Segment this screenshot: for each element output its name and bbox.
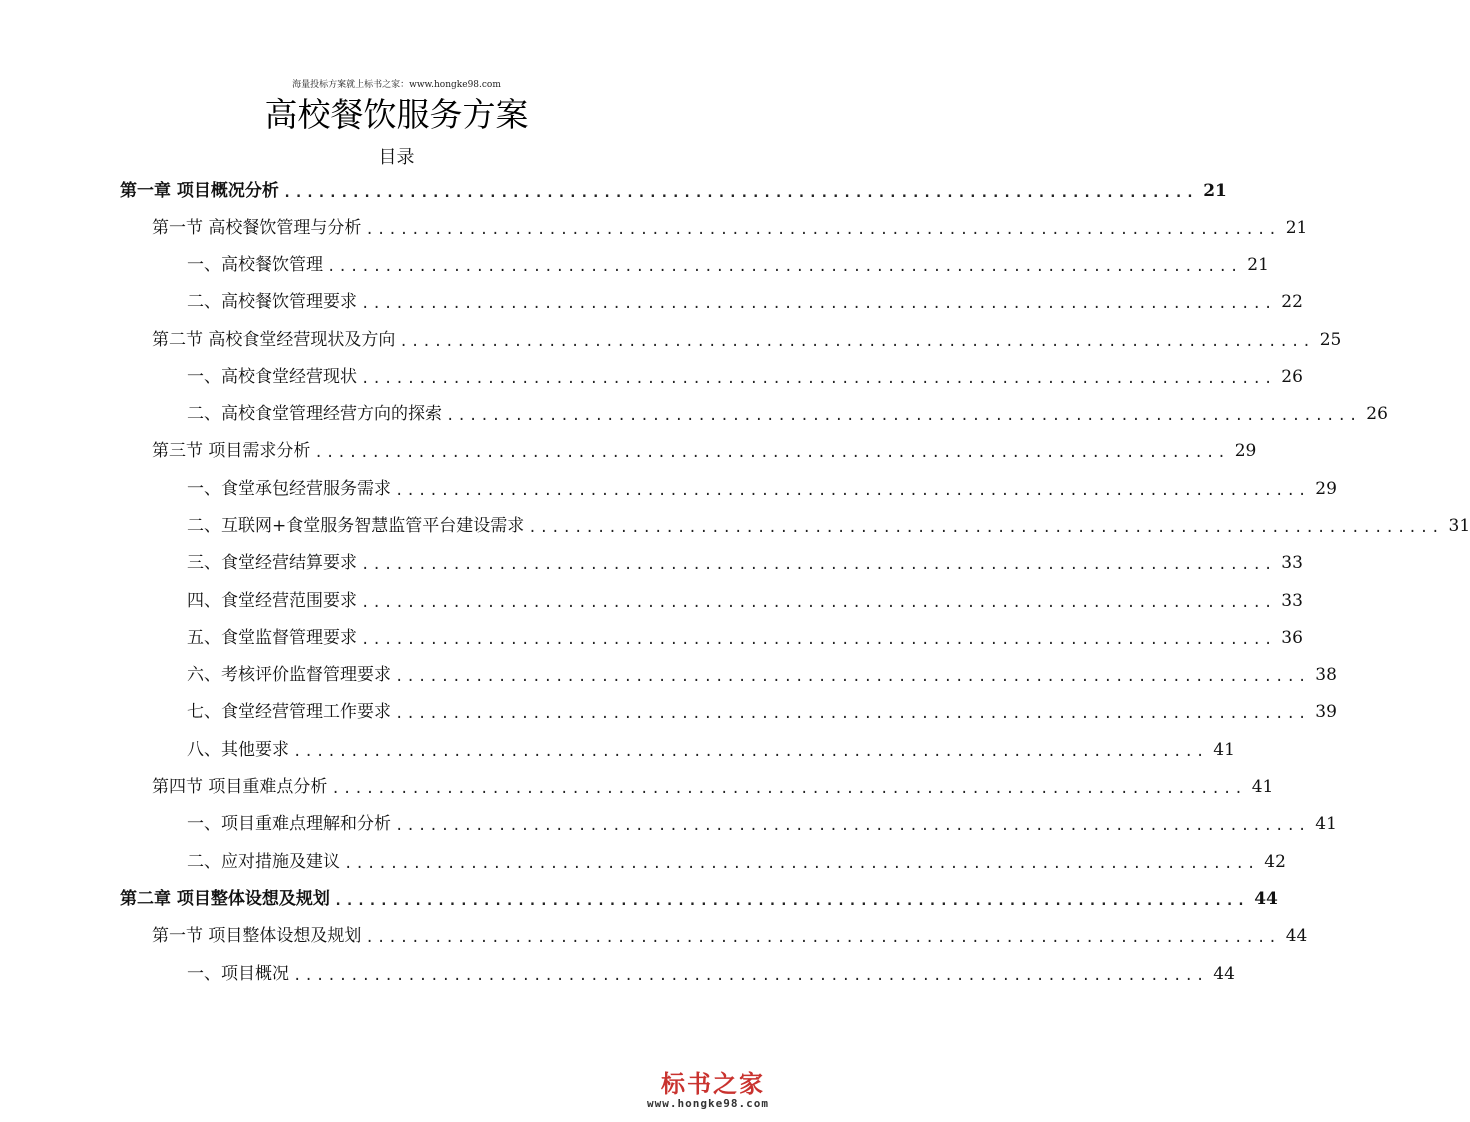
toc-entry[interactable] bbox=[187, 250, 1269, 280]
toc-entry-page: 38 bbox=[1315, 665, 1337, 685]
toc-entry-label: 第一节 高校餐饮管理与分析 bbox=[152, 218, 362, 238]
toc-heading: 目录 bbox=[378, 147, 415, 168]
toc-entry-label: 五、食堂监督管理要求 bbox=[187, 628, 357, 648]
toc-entry-label: 第二节 高校食堂经营现状及方向 bbox=[152, 330, 396, 350]
toc-entry[interactable] bbox=[187, 362, 1303, 392]
toc-leader-dots: ................................................................................ bbox=[399, 334, 1314, 350]
toc-entry-label: 八、其他要求 bbox=[187, 740, 289, 760]
toc-leader-dots: ................................................................................ bbox=[395, 818, 1310, 834]
toc-entry-label: 一、高校食堂经营现状 bbox=[187, 367, 357, 387]
toc-entry[interactable] bbox=[187, 548, 1303, 578]
toc-entry-label: 第三节 项目需求分析 bbox=[152, 441, 311, 461]
toc-leader-dots: ................................................................................ bbox=[333, 893, 1249, 909]
toc-entry[interactable] bbox=[152, 921, 1308, 951]
toc-entry[interactable] bbox=[152, 213, 1308, 243]
toc-entry-page: 33 bbox=[1281, 553, 1303, 573]
toc-entry[interactable] bbox=[187, 511, 1470, 541]
toc-leader-dots: ................................................................................ bbox=[365, 222, 1280, 238]
toc-entry-page: 25 bbox=[1319, 330, 1342, 350]
toc-entry-label: 第四节 项目重难点分析 bbox=[152, 777, 328, 797]
toc-leader-dots: ................................................................................ bbox=[293, 968, 1208, 984]
toc-leader-dots: ................................................................................ bbox=[361, 371, 1276, 387]
toc-entry[interactable] bbox=[187, 474, 1337, 504]
toc-entry-label: 第一节 项目整体设想及规划 bbox=[152, 926, 362, 946]
toc-leader-dots: ................................................................................ bbox=[282, 185, 1198, 201]
toc-entry-label: 二、互联网+食堂服务智慧监管平台建设需求 bbox=[187, 516, 525, 536]
toc-leader-dots: ................................................................................ bbox=[528, 520, 1443, 536]
toc-entry[interactable] bbox=[120, 884, 1278, 914]
toc-entry-label: 一、项目重难点理解和分析 bbox=[187, 814, 391, 834]
toc-entry-label: 第二章 项目整体设想及规划 bbox=[120, 889, 330, 909]
toc-entry-page: 26 bbox=[1366, 404, 1388, 424]
toc-entry-label: 一、食堂承包经营服务需求 bbox=[187, 479, 391, 499]
toc-entry-page: 42 bbox=[1264, 852, 1286, 872]
toc-leader-dots: ................................................................................ bbox=[331, 781, 1246, 797]
toc-entry-label: 三、食堂经营结算要求 bbox=[187, 553, 357, 573]
toc-entry-page: 44 bbox=[1213, 964, 1235, 984]
toc-entry[interactable] bbox=[152, 772, 1274, 802]
toc-entry-page: 39 bbox=[1315, 702, 1337, 722]
toc-entry-page: 29 bbox=[1234, 441, 1257, 461]
toc-leader-dots: ................................................................................ bbox=[327, 259, 1242, 275]
toc-entry[interactable] bbox=[187, 586, 1303, 616]
toc-entry-page: 44 bbox=[1254, 889, 1278, 909]
toc-entry-page: 21 bbox=[1203, 181, 1227, 201]
toc-entry-page: 36 bbox=[1281, 628, 1303, 648]
toc-entry-label: 四、食堂经营范围要求 bbox=[187, 591, 357, 611]
toc-entry[interactable] bbox=[187, 735, 1235, 765]
toc-entry-page: 31 bbox=[1448, 516, 1470, 536]
toc-leader-dots: ................................................................................ bbox=[395, 483, 1310, 499]
toc-leader-dots: ................................................................................ bbox=[314, 445, 1229, 461]
toc-entry-page: 21 bbox=[1247, 255, 1269, 275]
toc-entry-page: 33 bbox=[1281, 591, 1303, 611]
toc-leader-dots: ................................................................................ bbox=[293, 744, 1208, 760]
toc-leader-dots: ................................................................................ bbox=[365, 930, 1280, 946]
toc-entry-page: 21 bbox=[1285, 218, 1308, 238]
toc-entry[interactable] bbox=[187, 959, 1235, 989]
toc-leader-dots: ................................................................................ bbox=[361, 557, 1276, 573]
brand-url: www.hongke98.com bbox=[647, 1097, 769, 1110]
toc-leader-dots: ................................................................................ bbox=[344, 856, 1259, 872]
toc-entry-page: 44 bbox=[1285, 926, 1308, 946]
toc-entry-label: 第一章 项目概况分析 bbox=[120, 181, 279, 201]
toc-entry[interactable] bbox=[152, 325, 1342, 355]
toc-entry[interactable] bbox=[187, 660, 1337, 690]
header-note: 海量投标方案就上标书之家：www.hongke98.com bbox=[292, 80, 501, 90]
toc-leader-dots: ................................................................................ bbox=[395, 706, 1310, 722]
toc-entry[interactable] bbox=[152, 436, 1257, 466]
toc-entry[interactable] bbox=[187, 399, 1388, 429]
toc-entry-page: 41 bbox=[1315, 814, 1337, 834]
toc-leader-dots: ................................................................................ bbox=[361, 595, 1276, 611]
toc-entry[interactable] bbox=[120, 176, 1227, 206]
toc-leader-dots: ................................................................................ bbox=[361, 632, 1276, 648]
toc-entry-label: 一、项目概况 bbox=[187, 964, 289, 984]
toc-entry-page: 41 bbox=[1213, 740, 1235, 760]
toc-entry-label: 一、高校餐饮管理 bbox=[187, 255, 323, 275]
brand-logo: 标书之家 bbox=[661, 1070, 765, 1098]
toc-entry-label: 六、考核评价监督管理要求 bbox=[187, 665, 391, 685]
toc-entry[interactable] bbox=[187, 809, 1337, 839]
toc-entry[interactable] bbox=[187, 623, 1303, 653]
toc-entry-label: 二、应对措施及建议 bbox=[187, 852, 340, 872]
toc-leader-dots: ................................................................................ bbox=[395, 669, 1310, 685]
toc-entry-page: 22 bbox=[1281, 292, 1303, 312]
toc-entry[interactable] bbox=[187, 697, 1337, 727]
toc-entry[interactable] bbox=[187, 287, 1303, 317]
document-title: 高校餐饮服务方案 bbox=[264, 95, 529, 134]
toc-leader-dots: ................................................................................ bbox=[446, 408, 1361, 424]
toc-entry-label: 二、高校食堂管理经营方向的探索 bbox=[187, 404, 442, 424]
toc-leader-dots: ................................................................................ bbox=[361, 296, 1276, 312]
toc-entry-label: 二、高校餐饮管理要求 bbox=[187, 292, 357, 312]
toc-entry-page: 26 bbox=[1281, 367, 1303, 387]
toc-entry-page: 29 bbox=[1315, 479, 1337, 499]
toc-entry-label: 七、食堂经营管理工作要求 bbox=[187, 702, 391, 722]
toc-entry[interactable] bbox=[187, 847, 1286, 877]
toc-entry-page: 41 bbox=[1251, 777, 1274, 797]
